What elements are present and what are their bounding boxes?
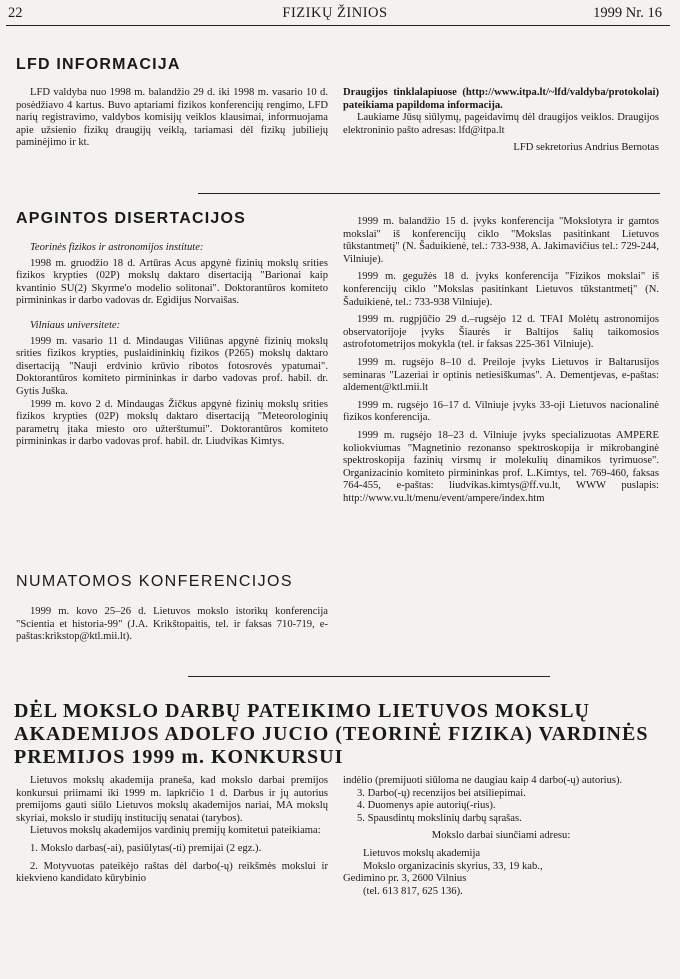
- address-line-2: Mokslo organizacinis skyrius, 33, 19 kab.,: [363, 860, 543, 872]
- premija-right-column: [343, 775, 659, 898]
- conference-lazeriai: 1999 m. rugsėjo 8–10 d. Preiloje įvyks Lietuvos ir Baltarusijos seminaras "Lazeriai ir optinis netiesiškumas". A. Dementjevas, e-paštas: aldement@ktl.mii.lt: [343, 356, 659, 394]
- conference-nacionaline: 1999 m. rugsėjo 16–17 d. Vilniuje įvyks 33-oji Lietuvos nacionalinė fizikos konferencija.: [343, 399, 659, 424]
- konferencijos-title: NUMATOMOS KONFERENCIJOS: [16, 573, 293, 590]
- lfd-right-text: Draugijos tinklalapiuose (http://www.itpa.lt/~lfd/valdyba/protokolai) pateikiama papildoma informacija.: [343, 87, 659, 111]
- lfd-right-column: [343, 87, 659, 155]
- institute-tfai: Teorinės fizikos ir astronomijos institute:: [30, 242, 204, 253]
- conference-fizikos-mokslai: 1999 m. gegužės 18 d. įvyks konferencija "Fizikos mokslai" iš konferencijų ciklo "Mokslas pasitinkant Lietuvos tūkstantmetį" (N. Šaduikienė, tel.: 733-938 Vilniuje).: [343, 271, 659, 308]
- page-header: [8, 5, 662, 23]
- page-number: 22: [8, 5, 23, 21]
- conference-scientia: 1999 m. kovo 25–26 d. Lietuvos mokslo istorikų konferencija "Scientia et historia-99" (J.A. Krikštopaitis, tel. ir faksas 710-719, e-paštas:krikstop@ktl.mii.lt).: [16, 606, 328, 643]
- dissertation-acus: 1998 m. gruodžio 18 d. Artūras Acus apgynė fizinių mokslų srities fizikos krypties (02P) mokslų daktaro disertaciją "Barionai kaip kvantinio SU(2) Skyrme'o modelio solitonai". Doktorantūros komiteto pirmininkas ir darbo vadovas dr. Egidijus Norvaišas.: [16, 257, 328, 307]
- lfd-left-column: [16, 87, 328, 150]
- disertacijos-column: [16, 242, 328, 449]
- premija-list-4: 4. Duomenys apie autorių(-rius).: [357, 800, 496, 812]
- premija-list-5: 5. Spausdintų mokslinių darbų sąrašas.: [357, 812, 522, 824]
- issue-label: 1999 Nr. 16: [593, 5, 662, 21]
- dissertation-viliunas: 1999 m. vasario 11 d. Mindaugas Viliūnas apgynė fizinių mokslų srities fizikos krypties, puslaidininkių fizikos (P265) mokslų daktaro disertaciją "Nauji erdvinio krūvio ribotos fotosrovės ypatumai". Doktorantūros komiteto pirmininkas ir darbo vadovas prof. habil. dr. Gytis Juška.: [16, 335, 328, 397]
- premija-list-2-cont: indėlio (premijuoti siūloma ne daugiau kaip 4 darbo(-ų) autorius).: [343, 775, 623, 786]
- section-divider-2: [188, 676, 550, 677]
- section-divider-1: [198, 193, 660, 194]
- premija-list-1: 1. Mokslo darbas(-ai), pasiūlytas(-ti) premijai (2 egz.).: [30, 842, 262, 854]
- address-line-4: (tel. 613 817, 625 136).: [363, 885, 463, 897]
- address-line-3: Gedimino pr. 3, 2600 Vilnius: [343, 873, 467, 885]
- konferencijos-right-column: [343, 216, 659, 505]
- konferencijos-left-column: [16, 606, 328, 644]
- lfd-signature: LFD sekretorius Andrius Bernotas: [513, 142, 659, 154]
- conference-astrofotometrija: 1999 m. rugpjūčio 29 d.–rugsėjo 12 d. TFAI Molėtų astronomijos observatorijoje įvyks Šiaurės ir Baltijos šalių taikomosios astrofotometrijos mokykla (tel. ir faksas 225-361 Vilniuje).: [343, 314, 659, 351]
- conference-mokslotyra: 1999 m. balandžio 15 d. įvyks konferencija "Mokslotyra ir gamtos mokslai" iš konferencijų ciklo "Mokslas pasitinkant Lietuvos tūkstantmetį" (N. Šaduikienė, tel.: 733-938, A. Jakimavičius tel.: 729-244, Vilniuje).: [343, 216, 659, 265]
- conference-ampere: 1999 m. rugsėjo 18–23 d. Vilniuje įvyks specializuotas AMPERE koliokviumas "Magnetinio rezonanso spektroskopija ir mikrobanginė spektroskopija fazinių virsmų ir molekulių dinamikos tyrimuose". Organizacinio komiteto pirmininkas prof. L.Kimtys, tel. 769-460, faksas 764-455, e-paštas: liudvikas.kimtys@ff.vu.lt, WWW puslapis: http://www.vu.lt/menu/event/ampere/index.htm: [343, 429, 659, 504]
- lfd-title: LFD INFORMACIJA: [16, 56, 181, 73]
- premija-p2: Lietuvos mokslų akademijos vardinių premijų komitetui pateikiama:: [30, 825, 321, 837]
- premija-p1: Lietuvos mokslų akademija praneša, kad mokslo darbai premijos konkursui priimami iki 1999 m. lapkričio 1 d. Darbus ir jų autorius premijoms gauti siūlo Lietuvos mokslų akademijos nariai, MA mokslų skyriai, mokslo ir studijų institucijų senatai (tarybos).: [16, 775, 328, 824]
- institute-vu: Vilniaus universitete:: [30, 319, 121, 331]
- premija-title: DĖL MOKSLO DARBŲ PATEIKIMO LIETUVOS MOKSLŲ AKADEMIJOS ADOLFO JUCIO (TEORINĖ FIZIKA) VARDINĖS PREMIJOS 1999 m. KONKURSUI: [14, 700, 649, 768]
- disertacijos-title: APGINTOS DISERTACIJOS: [16, 210, 246, 227]
- premija-list-3: 3. Darbo(-ų) recenzijos bei atsiliepimai.: [357, 787, 526, 799]
- premija-list-2: 2. Motyvuotas pateikėjo raštas dėl darbo(-ų) reikšmės mokslui ir kiekvieno kandidato kūrybinio: [16, 860, 328, 885]
- address-line-1: Lietuvos mokslų akademija: [363, 847, 481, 859]
- header-rule: [6, 25, 670, 26]
- premija-left-column: [16, 775, 328, 886]
- address-intro: Mokslo darbai siunčiami adresu:: [431, 830, 571, 842]
- lfd-right-text-2: Laukiame Jūsų siūlymų, pageidavimų dėl draugijos veiklos. Draugijos elektroninio pašto adresas: lfd@itpa.lt: [343, 112, 659, 136]
- lfd-left-text: LFD valdyba nuo 1998 m. balandžio 29 d. iki 1998 m. vasario 10 d. posėdžiavo 4 kartus. Buvo aptariami fizikos konferencijų rengimo, LFD narių registravimo, valdybos komisijų veiklos klausimai, informuojama apie užsienio fizikų draugijų veiklą, tariamasi dėl fizikų jubiliejų paminėjimo ir kt.: [16, 87, 328, 149]
- journal-title: FIZIKŲ ŽINIOS: [282, 5, 388, 21]
- dissertation-zickus: 1999 m. kovo 2 d. Mindaugas Žičkus apgynė fizinių mokslų srities fizikos krypties (02P) mokslų daktaro disertaciją "Meteorologinių parametrų įtaka miesto oro užterštumui". Doktorantūros komiteto pirmininkas ir darbo vadovas prof. habil. dr. Liudvikas Kimtys.: [16, 398, 328, 448]
